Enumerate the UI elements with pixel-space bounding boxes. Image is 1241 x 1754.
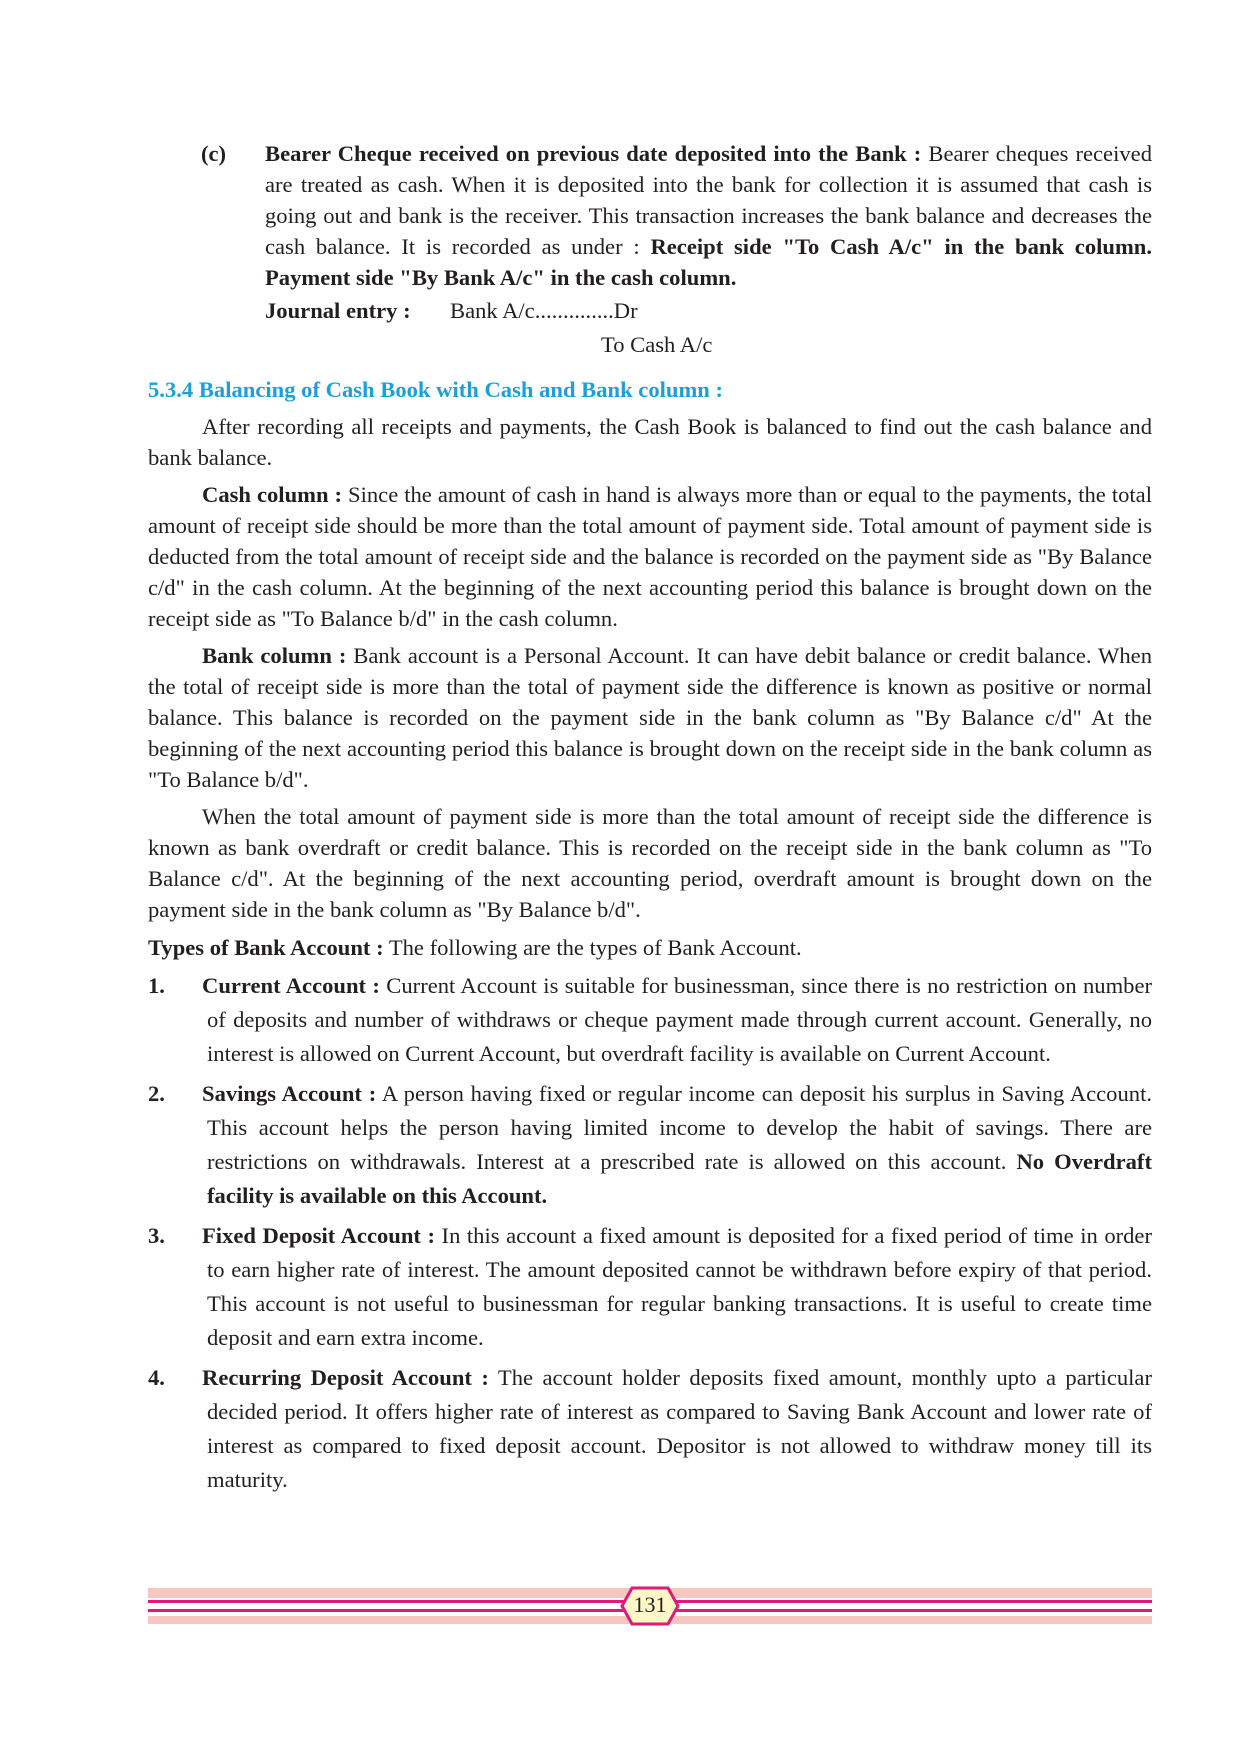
list-item-text [202,1361,1152,1497]
journal-entry [265,295,1152,326]
intro-paragraph: After recording all receipts and payments, the Cash Book is balanced to find out the cash balance and bank balance. [148,414,1152,470]
list-item-body: The account holder deposits fixed amount, monthly upto a particular decided period. It offers higher rate of interest as compared to Saving Bank Account and lower rate of interest as compared to fixed deposit account. Depositor is not allowed to withdraw money till its maturity. [207,1365,1152,1492]
list-item-title: Savings Account : [202,1081,377,1106]
list-item-number: 1. [148,973,165,998]
bank-column-paragraph [148,640,1152,795]
journal-entry-debit: Bank A/c..............Dr [450,298,638,323]
cash-column-label: Cash column : [202,482,343,507]
list-item-body: Current Account is suitable for businessman, since there is no restriction on number of deposits and number of withdraws or cheque payment made through current account. Generally, no interest is allowed on Current Account, but overdraft facility is available on Current Account. [207,973,1153,1066]
section-c-rule: Receipt side "To Cash A/c" in the bank column. Payment side "By Bank A/c" in the cash column. [265,234,1152,290]
page-number-badge [620,1584,680,1628]
list-item-title: Fixed Deposit Account : [202,1223,435,1248]
cash-column-text: Since the amount of cash in hand is always more than or equal to the payments, the total amount of receipt side should be more than the total amount of payment side. Total amount of payment side is deducted from the total amount of receipt side and the balance is recorded on the payment side as "By Balance c/d" in the cash column. At the beginning of the next accounting period this balance is brought down on the receipt side as "To Balance b/d" in the cash column. [148,482,1152,631]
types-label: Types of Bank Account : [148,935,384,960]
journal-entry-credit: To Cash A/c [601,332,713,357]
list-item-number: 3. [148,1223,165,1248]
list-item-text [202,1219,1152,1355]
section-c-label: (c) [201,141,227,166]
bank-column-text: Bank account is a Personal Account. It can have debit balance or credit balance. When the total of receipt side is more than the total of payment side the difference is known as positive or normal balance. This balance is recorded on the payment side in the bank column as "By Balance c/d" At the beginning of the next accounting period this balance is brought down on the receipt side in the bank column as "To Balance b/d". [148,643,1152,792]
types-paragraph [148,932,1152,963]
page-content [148,138,1152,1497]
section-heading: 5.3.4 Balancing of Cash Book with Cash and Bank column : [148,377,724,402]
bank-column-label: Bank column : [202,643,347,668]
list-item-text [202,1077,1153,1213]
section-c-title: Bearer Cheque received on previous date deposited into the Bank : [265,141,922,166]
list-item-number: 4. [148,1365,165,1390]
list-item [148,969,1152,1071]
section-c [148,138,1152,360]
journal-entry-label: Journal entry : [265,298,411,323]
list-item [148,1077,1152,1213]
list-item-body: A person having fixed or regular income can deposit his surplus in Saving Account. This account helps the person having limited income to develop the habit of savings. There are restrictions on withdrawals. Interest at a prescribed rate is allowed on this account. [207,1081,1153,1174]
cash-column-paragraph [148,479,1152,634]
section-c-paragraph [265,138,1152,293]
list-item-body: In this account a fixed amount is deposited for a fixed period of time in order to earn higher rate of interest. The amount deposited cannot be withdrawn before expiry of that period. This account is not useful to businessman for regular banking transactions. It is useful to create time deposit and earn extra income. [207,1223,1152,1350]
list-item [148,1219,1152,1355]
list-item-title: Recurring Deposit Account : [202,1365,489,1390]
list-item [148,1361,1152,1497]
list-item-title: Current Account : [202,973,380,998]
list-item-bold-tail: No Overdraft facility is available on this Account. [207,1149,1152,1208]
list-item-text [202,969,1153,1071]
page-footer [148,1588,1152,1624]
overdraft-paragraph: When the total amount of payment side is more than the total amount of receipt side the difference is known as bank overdraft or credit balance. This is recorded on the receipt side in the bank column as "To Balance c/d". At the beginning of the next accounting period, overdraft amount is brought down on the payment side in the bank column as "By Balance b/d". [148,804,1152,922]
section-c-body: Bearer cheques received are treated as cash. When it is deposited into the bank for collection it is assumed that cash is going out and bank is the receiver. This transaction increases the bank balance and decreases the cash balance. It is recorded as under : [265,141,1152,259]
list-item-number: 2. [148,1081,165,1106]
page-number: 131 [633,1592,667,1617]
types-text: The following are the types of Bank Account. [383,935,802,960]
